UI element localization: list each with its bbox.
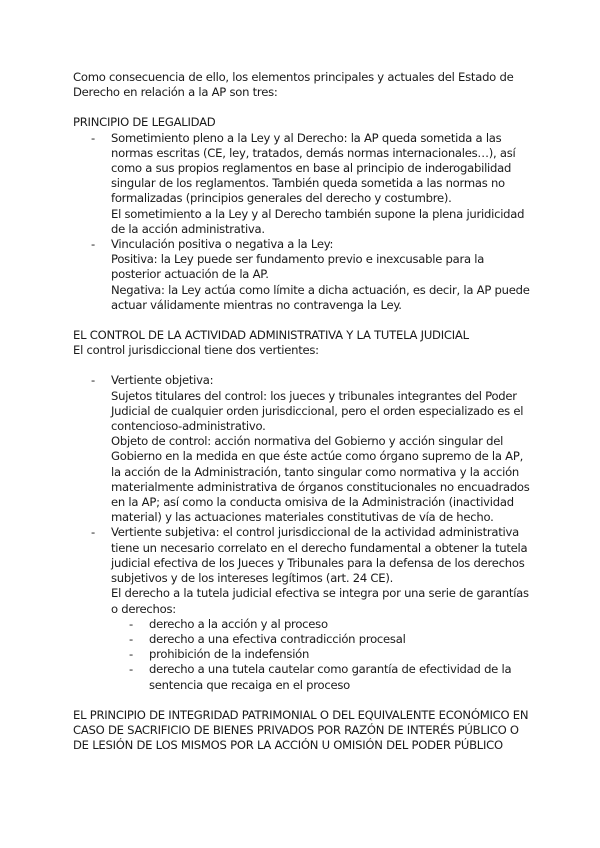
item-text: Positiva: la Ley puede ser fundamento previo e inexcusable para la posterior actuación de la AP. bbox=[111, 252, 485, 282]
section-heading: EL CONTROL DE LA ACTIVIDAD ADMINISTRATIVA Y LA TUTELA JUDICIAL bbox=[73, 328, 469, 343]
item-text: - Vertiente objetiva: bbox=[111, 373, 214, 388]
sub-list-item: - prohibición de la indefensión bbox=[111, 647, 533, 662]
item-text: - Vinculación positiva o negativa a la Ley: bbox=[111, 237, 334, 252]
section-heading: PRINCIPIO DE LEGALIDAD bbox=[73, 115, 216, 130]
intro-paragraph: Como consecuencia de ello, los elementos principales y actuales del Estado de Derecho en relación a la AP son tres: bbox=[73, 70, 514, 100]
list-item bbox=[73, 131, 533, 237]
sub-list bbox=[111, 617, 533, 693]
dash-list bbox=[73, 373, 533, 692]
section-integridad bbox=[73, 708, 533, 754]
document-page bbox=[73, 70, 533, 753]
item-text: Negativa: la Ley actúa como límite a dicha actuación, es decir, la AP puede actuar válidamente mientras no contravenga la Ley. bbox=[111, 282, 530, 312]
spacer bbox=[73, 358, 533, 373]
section-heading: EL PRINCIPIO DE INTEGRIDAD PATRIMONIAL O DEL EQUIVALENTE ECONÓMICO EN CASO DE SACRIFICIO DE BIENES PRIVADOS POR RAZÓN DE INTERÉS PÚBLICO O DE LESIÓN DE LOS MISMOS POR LA ACCIÓN U OMISIÓN DEL PODER PÚBLICO bbox=[73, 707, 529, 753]
section-control bbox=[73, 328, 533, 693]
item-text: Sujetos titulares del control: los jueces y tribunales integrantes del Poder Judicial de cualquier orden jurisdiccional, pero el orden especializado es el contencioso-administrativo. bbox=[111, 388, 524, 434]
spacer bbox=[73, 313, 533, 328]
list-item bbox=[73, 525, 533, 692]
item-text: El sometimiento a la Ley y al Derecho también supone la plena juridicidad de la acción administrativa. bbox=[111, 206, 525, 236]
item-text: - Vertiente subjetiva: el control jurisdiccional de la actividad administrativa tiene un necesario correlato en el derecho fundamental a obtener la tutela judicial efectiva de los Jueces y Tribunales para la defensa de los derechos subjetivos y de los intereses legítimos (art. 24 CE). bbox=[111, 525, 528, 586]
sub-list-item: - derecho a la acción y al proceso bbox=[111, 617, 533, 632]
item-text: - Sometimiento pleno a la Ley y al Derecho: la AP queda sometida a las normas escritas (CE, ley, tratados, demás normas internacionales…), así como a sus propios reglamentos en base al principio de inderogabilidad singular de los reglamentos. También queda sometida a las normas no formalizadas (principios generales del derecho y costumbre). bbox=[111, 130, 516, 206]
sub-list-item: - derecho a una efectiva contradicción procesal bbox=[111, 632, 533, 647]
section-intro: El control jurisdiccional tiene dos vertientes: bbox=[73, 343, 319, 358]
spacer bbox=[73, 693, 533, 708]
item-text: El derecho a la tutela judicial efectiva se integra por una serie de garantías o derechos: bbox=[111, 586, 529, 616]
dash-list bbox=[73, 131, 533, 313]
item-text: Objeto de control: acción normativa del Gobierno y acción singular del Gobierno en la medida en que éste actúe como órgano supremo de la AP, la acción de la Administración, tanto singular como normativa y la acción materialmente administrativa de órganos constitucionales no encuadrados en la AP; así como la conducta omisiva de la Administración (inactividad material) y las actuaciones materiales constitutivas de vía de hecho. bbox=[111, 434, 530, 525]
sub-list-item: - derecho a una tutela cautelar como garantía de efectividad de la sentencia que recaiga en el proceso bbox=[111, 662, 533, 692]
list-item bbox=[73, 373, 533, 525]
section-legalidad bbox=[73, 115, 533, 313]
list-item bbox=[73, 237, 533, 313]
spacer bbox=[73, 100, 533, 115]
